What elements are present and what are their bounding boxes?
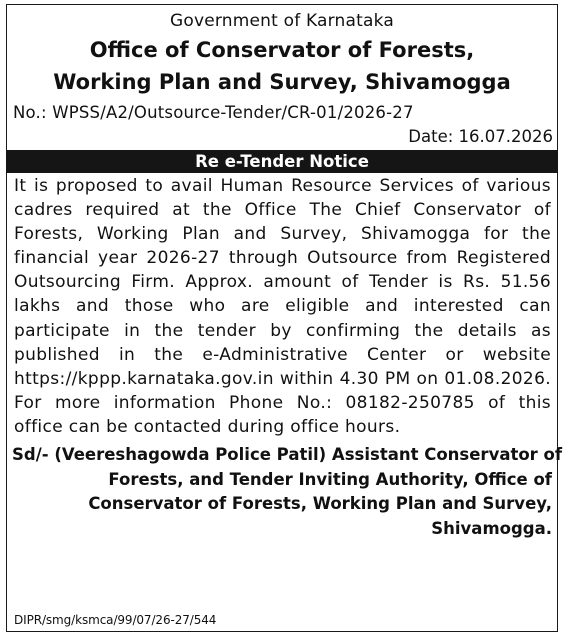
notice-date: Date: 16.07.2026: [408, 127, 553, 146]
office-title-line-1: Office of Conservator of Forests,: [89, 38, 475, 62]
reference-number: No.: WPSS/A2/Outsource-Tender/CR-01/2026-27: [13, 103, 414, 122]
signature-line-4: Shivamogga.: [431, 518, 552, 538]
signature-block: [7, 443, 563, 541]
notice-body: It is proposed to avail Human Resource Services of various cadres required at the Office The Chief Conservator of Forests, Working Plan and Survey, Shivamogga for the financial year 2026-27 through Outsource from Registered Outsourcing Firm. Approx. amount of Tender is Rs. 51.56 lakhs and those who are eligible and interested can participate in the tender by confirming the details as published in the e-Administrative Center or website https://kppp.karnataka.gov.in within 4.30 PM on 01.08.2026. For more information Phone No.: 08182-250785 of this office can be contacted during office hours.: [14, 176, 551, 437]
tender-notice: [6, 4, 563, 632]
government-heading: Government of Karnataka: [169, 11, 394, 31]
signature-line-2: Forests, and Tender Inviting Authority, Office of: [108, 469, 552, 489]
office-title-line-2: Working Plan and Survey, Shivamogga: [53, 70, 511, 94]
signature-line-3: Conservator of Forests, Working Plan and Survey,: [88, 494, 552, 514]
signature-line-1: Sd/- (Veereshagowda Police Patil) Assistant Conservator of: [12, 445, 563, 465]
notice-title-banner: Re e-Tender Notice: [6, 150, 558, 173]
dipr-code: DIPR/smg/ksmca/99/07/26-27/544: [14, 613, 217, 627]
